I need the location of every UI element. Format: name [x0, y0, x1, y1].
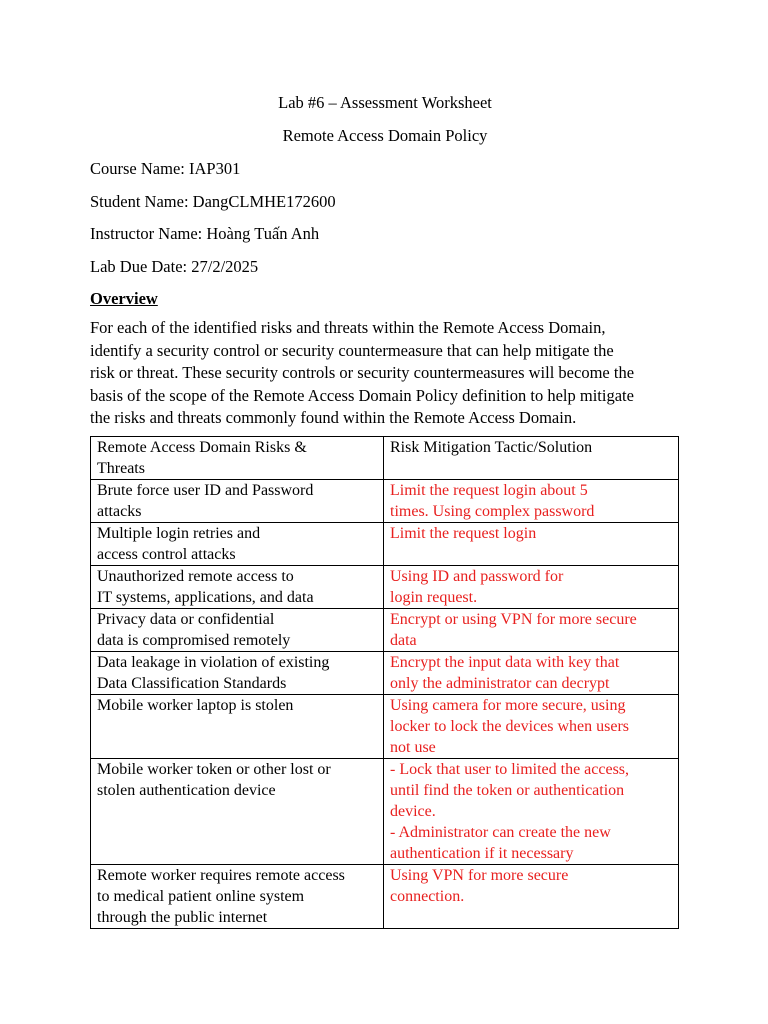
solution-line: times. Using complex password — [390, 502, 595, 520]
solution-line: device. — [390, 802, 436, 820]
worksheet-page — [90, 92, 680, 929]
solution-cell — [384, 522, 679, 565]
risk-line: Brute force user ID and Password — [97, 481, 314, 499]
risk-line: stolen authentication device — [97, 781, 276, 799]
document-title: Lab #6 – Assessment Worksheet — [278, 93, 492, 112]
solution-line: connection. — [390, 887, 465, 905]
risk-cell — [91, 758, 384, 864]
solution-line: until find the token or authentication — [390, 781, 625, 799]
solution-line: only the administrator can decrypt — [390, 674, 610, 692]
course-name: Course Name: IAP301 — [90, 159, 241, 178]
risk-cell — [91, 522, 384, 565]
solution-line: data — [390, 631, 417, 649]
risk-line: Remote worker requires remote access — [97, 866, 345, 884]
risk-line: Multiple login retries and — [97, 524, 261, 542]
solution-line: not use — [390, 738, 436, 756]
solution-cell — [384, 479, 679, 522]
solution-line: login request. — [390, 588, 478, 606]
overview-line: basis of the scope of the Remote Access Domain Policy definition to help mitigate — [90, 385, 634, 405]
risk-cell — [91, 651, 384, 694]
risk-line: Unauthorized remote access to — [97, 567, 294, 585]
risk-line: Data leakage in violation of existing — [97, 653, 330, 671]
table-row — [91, 758, 679, 864]
risk-line: IT systems, applications, and data — [97, 588, 314, 606]
risk-line: access control attacks — [97, 545, 236, 563]
solution-cell — [384, 864, 679, 928]
overview-heading: Overview — [90, 289, 158, 308]
risk-line: to medical patient online system — [97, 887, 305, 905]
solution-line: Limit the request login about 5 — [390, 481, 588, 499]
solution-line: - Administrator can create the new — [390, 823, 611, 841]
overview-line: the risks and threats commonly found within the Remote Access Domain. — [90, 408, 577, 427]
lab-due-date: Lab Due Date: 27/2/2025 — [90, 256, 259, 276]
solution-cell — [384, 565, 679, 608]
risk-cell — [91, 694, 384, 758]
overview-line: risk or threat. These security controls or security countermeasures will become the — [90, 363, 635, 382]
overview-line: For each of the identified risks and threats within the Remote Access Domain, — [90, 318, 606, 337]
table-row — [91, 522, 679, 565]
risk-line: Mobile worker laptop is stolen — [97, 696, 294, 714]
header-cell-solution — [384, 436, 679, 479]
risk-cell — [91, 864, 384, 928]
table-row — [91, 479, 679, 522]
solution-cell — [384, 608, 679, 651]
table-row — [91, 651, 679, 694]
document-subtitle: Remote Access Domain Policy — [282, 126, 488, 145]
risk-mitigation-table — [90, 436, 679, 929]
risk-line: Mobile worker token or other lost or — [97, 760, 331, 778]
risk-line: Data Classification Standards — [97, 674, 287, 692]
solution-cell — [384, 694, 679, 758]
risk-table-body — [91, 436, 679, 928]
table-row — [91, 694, 679, 758]
header-risks-line: Threats — [97, 459, 145, 477]
solution-line: Using ID and password for — [390, 567, 564, 585]
risk-line: through the public internet — [97, 908, 268, 926]
solution-cell — [384, 758, 679, 864]
header-cell-risks — [91, 436, 384, 479]
risk-line: Privacy data or confidential — [97, 610, 275, 628]
student-name: Student Name: DangCLMHE172600 — [90, 191, 336, 211]
solution-line: - Lock that user to limited the access, — [390, 760, 630, 778]
risk-line: data is compromised remotely — [97, 631, 291, 649]
solution-line: Using camera for more secure, using — [390, 696, 626, 714]
table-row — [91, 565, 679, 608]
overview-line: identify a security control or security countermeasure that can help mitigate the — [90, 340, 614, 360]
risk-cell — [91, 479, 384, 522]
solution-line: locker to lock the devices when users — [390, 717, 630, 735]
header-risks-line: Remote Access Domain Risks & — [97, 438, 307, 456]
risk-cell — [91, 565, 384, 608]
instructor-name: Instructor Name: Hoàng Tuấn Anh — [90, 224, 320, 243]
solution-line: Limit the request login — [390, 524, 537, 542]
solution-cell — [384, 651, 679, 694]
overview-paragraph — [90, 317, 680, 430]
solution-line: Encrypt or using VPN for more secure — [390, 610, 637, 628]
table-header-row — [91, 436, 679, 479]
risk-cell — [91, 608, 384, 651]
solution-line: Using VPN for more secure — [390, 866, 569, 884]
header-solution-line: Risk Mitigation Tactic/Solution — [390, 438, 593, 456]
table-row — [91, 608, 679, 651]
solution-line: authentication if it necessary — [390, 844, 574, 862]
table-row — [91, 864, 679, 928]
risk-line: attacks — [97, 502, 142, 520]
solution-line: Encrypt the input data with key that — [390, 653, 620, 671]
